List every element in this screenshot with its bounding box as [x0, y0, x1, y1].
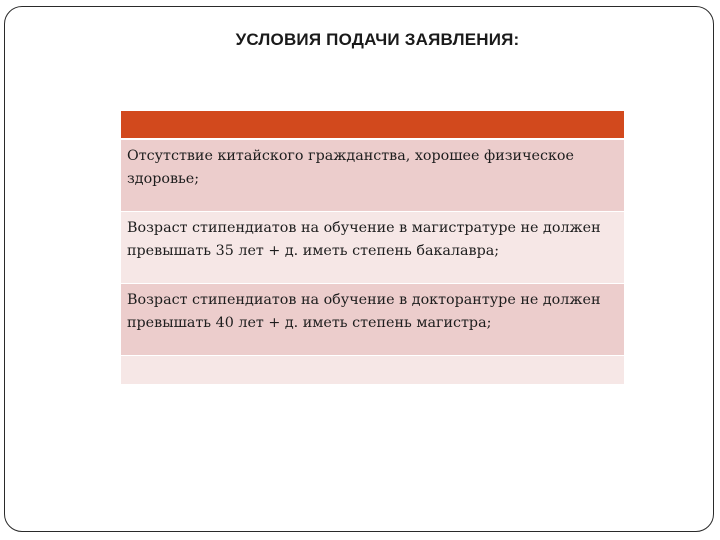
table-row-masters-age: Возраст стипендиатов на обучение в магистратуре не должен превышать 35 лет + д. иметь степень бакалавра; [121, 212, 624, 284]
table-header [121, 111, 624, 140]
table-row-doctoral-age: Возраст стипендиатов на обучение в докторантуре не должен превышать 40 лет + д. иметь степень магистра; [121, 284, 624, 356]
table-row-citizenship: Отсутствие китайского гражданства, хорошее физическое здоровье; [121, 140, 624, 212]
slide-title: УСЛОВИЯ ПОДАЧИ ЗАЯВЛЕНИЯ: [235, 30, 520, 49]
table-row-empty [121, 356, 624, 385]
conditions-table [121, 111, 624, 385]
